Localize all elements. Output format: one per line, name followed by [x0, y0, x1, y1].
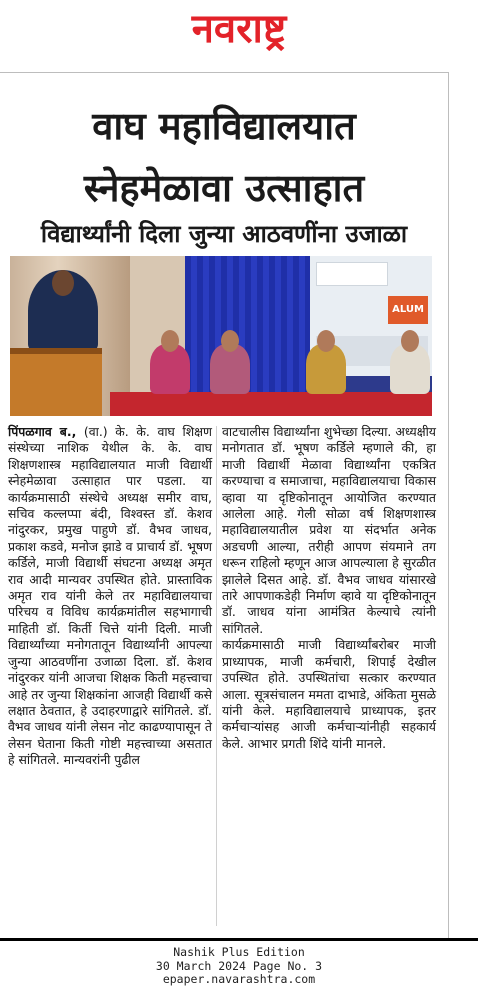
- masthead: [0, 0, 478, 70]
- photo-podium: [10, 348, 102, 416]
- event-photo: [10, 256, 432, 416]
- article-col2-para2: कार्यक्रमासाठी माजी विद्यार्थ्यांबरोबर माजी प्राध्यापक, माजी कर्मचारी, शिपाई देखील उपस्थित होते. उपस्थितांचा सत्कार करण्यात आला. सूत्रसंचालन ममता दाभाडे, अंकिता मुसळे यांनी केले. महाविद्यालयाचे प्राध्यापक, इतर कर्मचाऱ्यांसह आजी कर्मचाऱ्यांनीही सहकार्य केले. आभार प्रगती शिंदे यांनी मानले.: [222, 637, 436, 751]
- subheadline: विद्यार्थ्यांनी दिला जुन्या आठवणींना उजाळा: [40, 220, 408, 248]
- banner-text: ALUM: [388, 296, 428, 324]
- photo-speaker: [28, 270, 98, 352]
- headline-line-1: वाघ महाविद्यालयात: [92, 104, 356, 148]
- footer-site[interactable]: epaper.navarashtra.com: [162, 972, 316, 986]
- article-col1-text: (वा.) के. के. वाघ शिक्षण संस्थेच्या नाशिक येथील के. के. वाघ शिक्षणशास्त्र महाविद्यालयात माजी विद्यार्थी स्नेहमेळावा उत्साहात पार पडला. या कार्यक्रमासाठी संस्थेचे अध्यक्ष समीर वाघ, सचिव कल्लप्पा बंदी, विश्वस्त डॉ. केशव नांदुरकर, प्रमुख पाहुणे डॉ. वैभव जाधव, प्रकाश कडवे, मनोज झाडे व प्राचार्य डॉ. भूषण कर्डिले, माजी विद्यार्थी संघटना अध्यक्ष अमृत राव आदी मान्यवर उपस्थित होते. प्रास्ताविक अमृत राव यांनी केले तर महाविद्यालयाचा परिचय व विविध कार्यक्रमांतील सहभागाची माहिती डॉ. किर्ती चित्ते यांनी दिली. माजी विद्यार्थ्यांच्या मनोगतातून विद्यार्थ्यांनी आपल्या जुन्या आठवणींना उजाळा दिला. डॉ. केशव नांदुरकर यांनी आजचा शिक्षक किती महत्त्वाचा आहे तर जुन्या शिक्षकांना आजही विद्यार्थी कसे लक्षात ठेवतात, हे उदाहरणाद्वारे सांगितले. डॉ. वैभव जाधव यांनी लेसन नोट काढण्यापासून ते लेसन घेताना किती गोष्टी महत्त्वाच्या असतात हे सांगितले. मान्यवरांनी पुढील: [8, 424, 212, 768]
- photo-guest-4: [390, 344, 430, 394]
- article-col2-para1: वाटचालीस विद्यार्थ्यांना शुभेच्छा दिल्या. अध्यक्षीय मनोगतात डॉ. भूषण कर्डिले म्हणाले की, हा माजी विद्यार्थी मेळावा विद्यार्थ्यांना एकत्रित करण्याचा व समाजाचा, महाविद्यालयाचा विकास व्हावा या दृष्टिकोनातून आयोजित करण्यात आलेला आहे. गेली सोळा वर्ष शिक्षणशास्त्र महाविद्यालयातील प्रवेश या संदर्भात अनेक अडचणी आल्या, तरीही आपण संयमाने तग धरून राहिलो म्हणून आज आपल्याला हे सुरळीत झालेले दिसत आहे. डॉ. वैभव जाधव यांसारखे तारे आपणाकडेही निर्माण व्हावे या दृष्टिकोनातून डॉ. जाधव यांना आमंत्रित केल्याचे त्यांनी सांगितले.: [222, 424, 436, 636]
- article-column-1: [8, 424, 212, 769]
- dateline: पिंपळगाव ब.,: [8, 424, 77, 439]
- newspaper-logo[interactable]: नवराष्ट्र: [191, 6, 287, 52]
- photo-guest-2: [210, 344, 250, 394]
- photo-guest-3: [306, 344, 346, 394]
- footer-date-page: 30 March 2024 Page No. 3: [155, 958, 323, 973]
- column-divider: [216, 426, 217, 926]
- footer-rule: [0, 938, 478, 941]
- footer-edition: Nashik Plus Edition: [173, 945, 305, 959]
- photo-guest-1: [150, 344, 190, 394]
- headline-line-2: स्नेहमेळावा उत्साहात: [83, 166, 365, 210]
- article-column-2: [222, 424, 436, 752]
- footer: [0, 946, 478, 987]
- photo-dais-table: [110, 392, 432, 416]
